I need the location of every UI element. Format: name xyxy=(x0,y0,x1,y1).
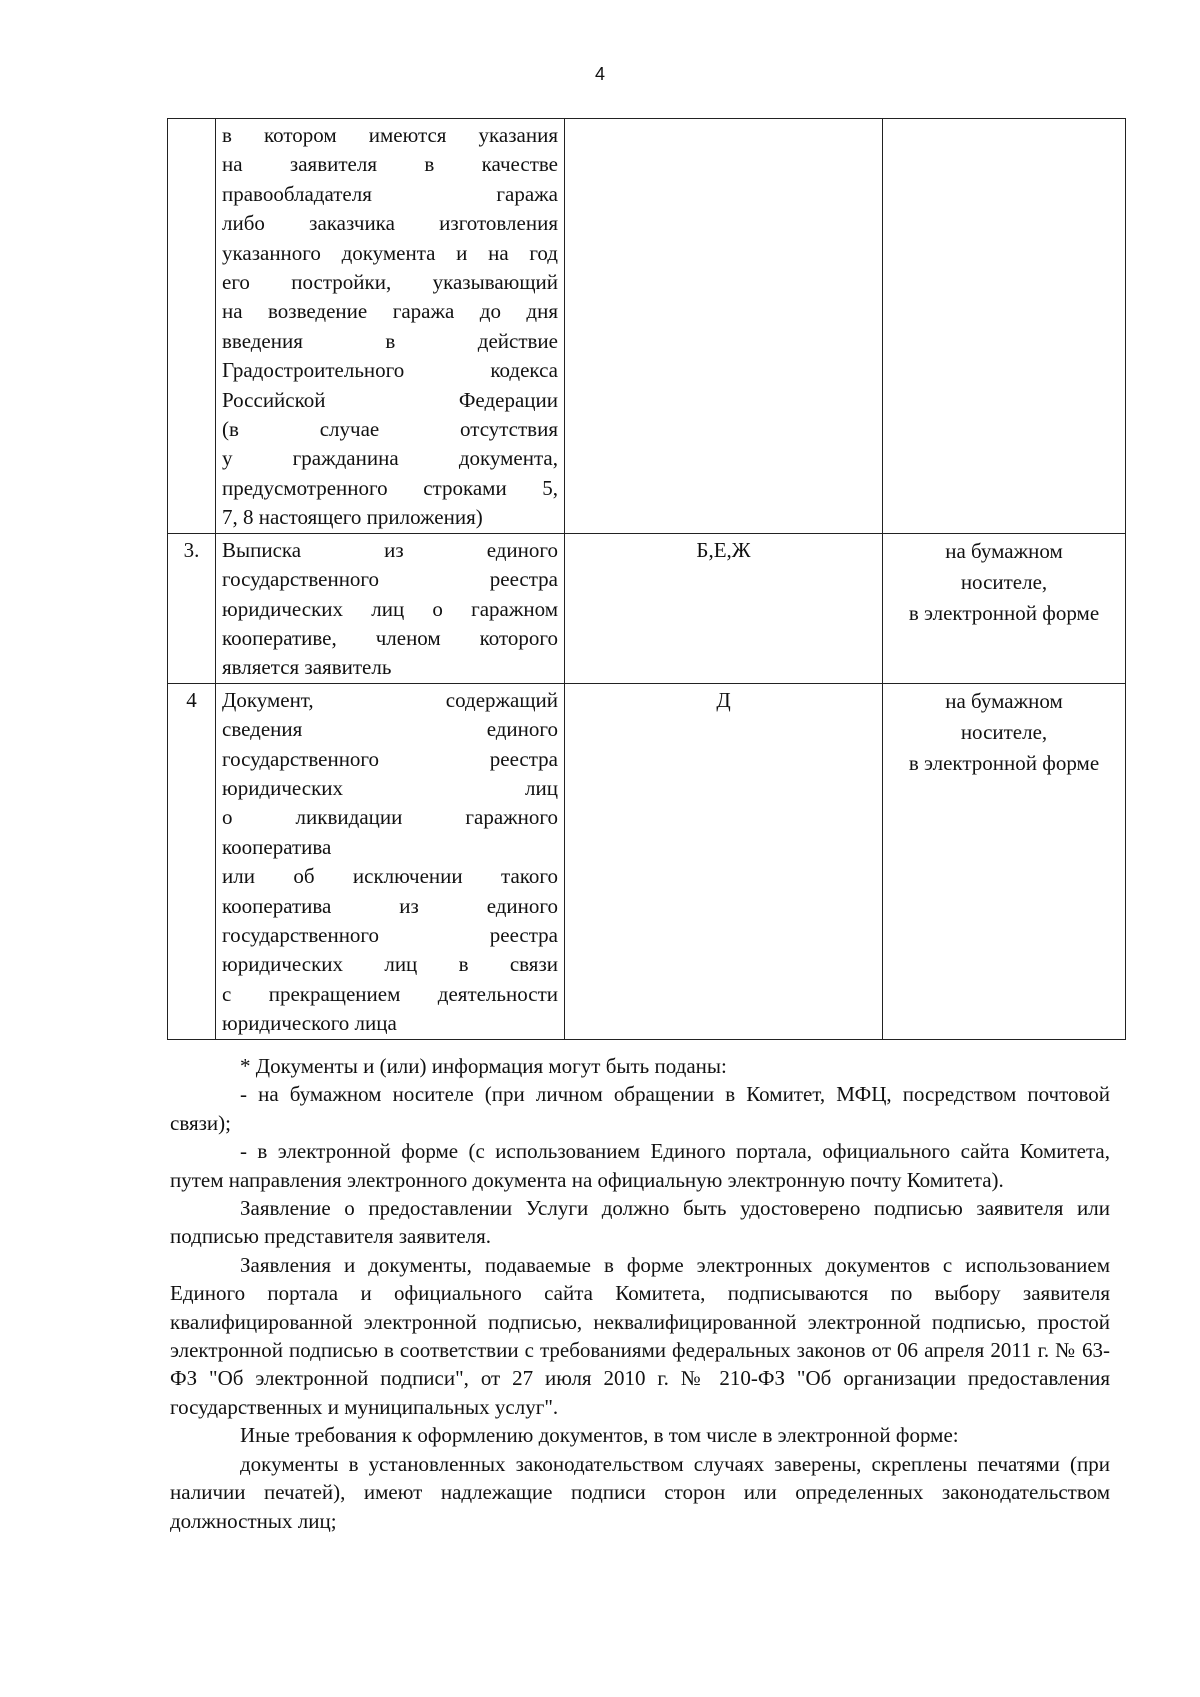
submission-form-line: носителе, xyxy=(960,719,1048,744)
document-name-line: государственного реестра xyxy=(222,922,558,947)
document-name-line: Документ, содержащий xyxy=(222,687,558,712)
submission-form-line: носителе, xyxy=(960,569,1048,594)
document-name xyxy=(216,683,565,1039)
document-name xyxy=(216,119,565,534)
submission-form-line: на бумажном xyxy=(945,538,1063,563)
document-name-line: введения в действие xyxy=(222,328,558,353)
page-number: 4 xyxy=(594,64,605,84)
applicant-category-codes: Д xyxy=(565,683,883,1039)
document-name-line: юридических лиц xyxy=(222,775,558,800)
document-name-line: о ликвидации гаражного xyxy=(222,805,558,830)
footnote-intro: * Документы и (или) информация могут быть поданы: xyxy=(240,1054,727,1078)
submission-form xyxy=(883,683,1126,1039)
document-name-line: является заявитель xyxy=(222,655,392,680)
document-name-line: предусмотренного строками 5, xyxy=(222,475,558,500)
document-name-line: его постройки, указывающий xyxy=(222,270,558,295)
submission-form-line: в электронной форме xyxy=(908,600,1100,625)
document-name-line: указанного документа и на год xyxy=(222,240,558,265)
electronic-submission-option: - в электронной форме (с использованием Единого портала, официального сайта Комитета, путем направления электронного документа на официальную электронную почту Комитета). xyxy=(170,1139,1110,1192)
submission-form-line: на бумажном xyxy=(945,688,1063,713)
document-name-line: юридических лиц в связи xyxy=(222,952,558,977)
table-row xyxy=(168,533,1126,683)
document-name-line: кооперативе, членом которого xyxy=(222,625,558,650)
document-name-line: у гражданина документа, xyxy=(222,446,558,471)
submission-form-line: в электронной форме xyxy=(908,750,1100,775)
row-number xyxy=(168,119,216,534)
applicant-category-codes: Б,Е,Ж xyxy=(565,533,883,683)
row-number: 3. xyxy=(168,533,216,683)
submission-form xyxy=(883,119,1126,534)
document-name-line: юридического лица xyxy=(222,1011,397,1036)
document-name-line: в котором имеются указания xyxy=(222,123,558,147)
certification-requirement: документы в установленных законодательством случаях заверены, скреплены печатями (при наличии печатей), имеют надлежащие подписи сторон или определенных законодательством должностных лиц; xyxy=(170,1451,1110,1533)
document-name-line: государственного реестра xyxy=(222,567,558,592)
row-number: 4 xyxy=(168,683,216,1039)
document-name-line: государственного реестра xyxy=(222,746,558,771)
document-name-line: кооператива из единого xyxy=(222,893,558,918)
document-name-line: либо заказчика изготовления xyxy=(222,211,558,236)
notes-section xyxy=(170,1052,1110,1535)
document-name-line: на заявителя в качестве xyxy=(222,152,558,177)
document-name-line: кооператива xyxy=(222,834,332,859)
document-name-line: юридических лиц о гаражном xyxy=(222,596,558,621)
other-requirements-heading: Иные требования к оформлению документов, в том числе в электронной форме: xyxy=(240,1423,959,1448)
document-name-line: или об исключении такого xyxy=(222,864,558,889)
document-name-line: Российской Федерации xyxy=(222,387,558,412)
document-name-line: Выписка из единого xyxy=(222,537,558,562)
paper-submission-option: - на бумажном носителе (при личном обращении в Комитет, МФЦ, посредством почтовой связи); xyxy=(170,1082,1110,1135)
table-row xyxy=(168,683,1126,1039)
submission-form xyxy=(883,533,1126,683)
signature-requirement: Заявление о предоставлении Услуги должно быть удостоверено подписью заявителя или подписью представителя заявителя. xyxy=(170,1196,1110,1249)
document-name-line: Градостроительного кодекса xyxy=(222,358,558,383)
document-name-line: правообладателя гаража xyxy=(222,181,558,206)
document-name-line: на возведение гаража до дня xyxy=(222,299,558,324)
table-row xyxy=(168,119,1126,534)
document-name-line: 7, 8 настоящего приложения) xyxy=(222,505,483,530)
document-name-line: (в случае отсутствия xyxy=(222,417,558,442)
applicant-category-codes xyxy=(565,119,883,534)
document-name-line: с прекращением деятельности xyxy=(222,981,558,1006)
document-name-line: сведения единого xyxy=(222,717,558,742)
documents-table xyxy=(167,118,1126,1040)
document-name xyxy=(216,533,565,683)
electronic-signature-paragraph: Заявления и документы, подаваемые в форме электронных документов с использованием Единого портала и официального сайта Комитета, подписываются по выбору заявителя квалифицированной электронной подписью, неквалифицированной электронной подписью, простой электронной подписью в соответствии с требованиями федеральных законов от 06 апреля 2011 г. № 63-ФЗ "Об электронной подписи", от 27 июля 2010 г. № 210-ФЗ "Об организации предоставления государственных и муниципальных услуг". xyxy=(170,1252,1110,1419)
